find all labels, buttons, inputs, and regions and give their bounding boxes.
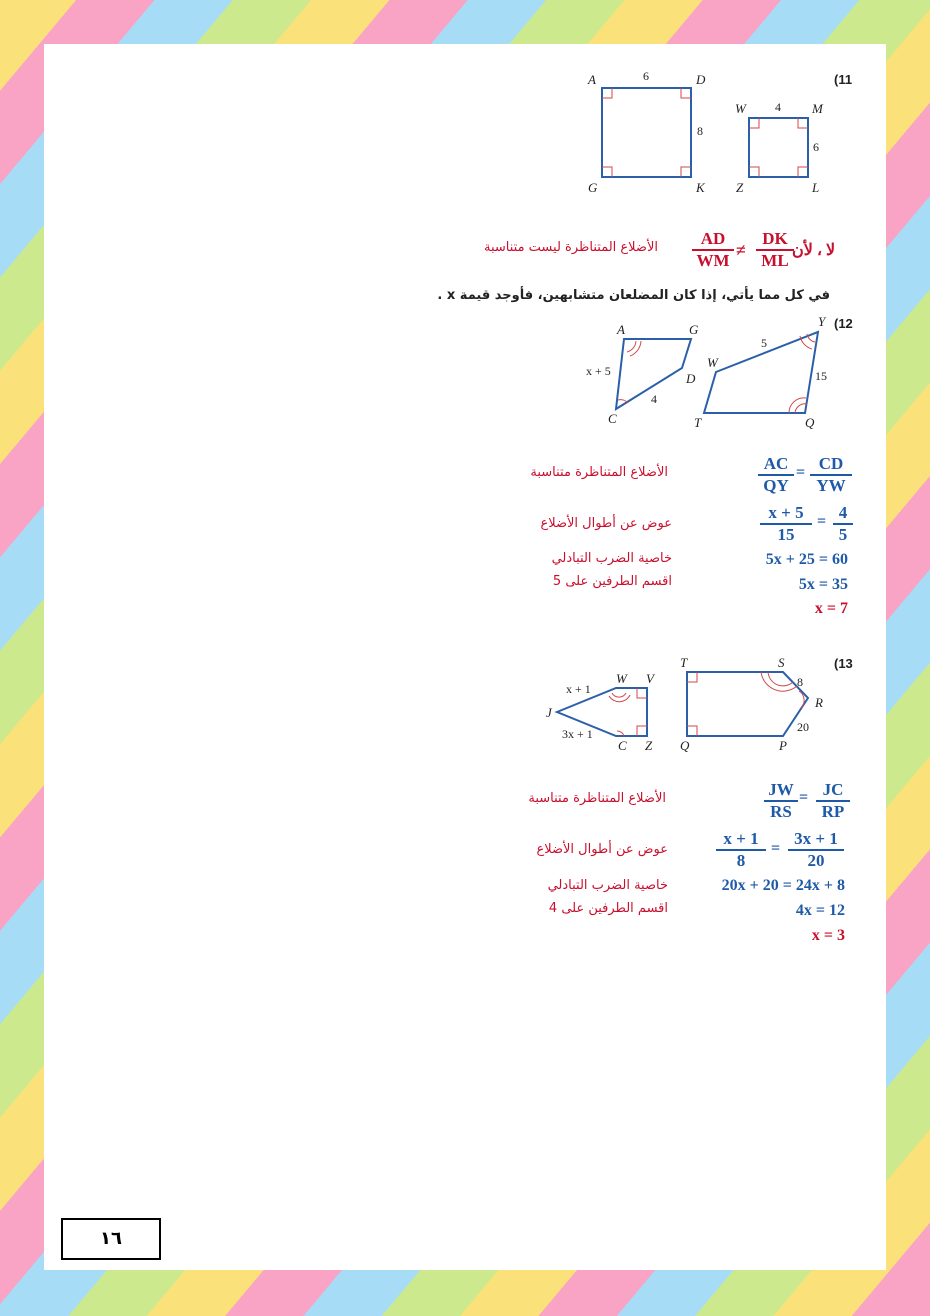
angle-mark-w — [609, 693, 630, 702]
right-angle-marks — [637, 688, 647, 736]
fraction-numerator: DK — [762, 229, 788, 248]
q13-number: (13 — [834, 656, 853, 671]
equals-sign: = — [799, 789, 809, 806]
q11-answer-prefix: لا ، لأن — [792, 242, 836, 259]
label-k: K — [696, 180, 705, 195]
label-q: Q — [805, 415, 815, 430]
label-z: Z — [645, 738, 653, 753]
fraction-numerator: x + 1 — [723, 829, 759, 848]
length-ac: x + 5 — [586, 364, 611, 378]
fraction-numerator: AC — [763, 454, 789, 473]
fraction-numerator: 4 — [838, 503, 848, 522]
q11-number: (11 — [834, 72, 853, 87]
q12-step1-note: الأضلاع المتناظرة متناسبة — [530, 465, 668, 480]
q12-equation-2-note: اقسم الطرفين على 5 — [552, 574, 672, 589]
q13-fraction-x1-8 — [716, 829, 766, 871]
q12-result: x = 7 — [814, 600, 848, 617]
label-t: T — [680, 655, 688, 670]
label-y: Y — [818, 314, 826, 329]
q12-equation-2: 5x = 35 — [798, 576, 848, 593]
equals-sign: = — [796, 464, 806, 481]
fraction-numerator: JW — [768, 780, 794, 799]
q12-equation-1: 5x + 25 = 60 — [765, 551, 848, 568]
label-c: C — [608, 411, 617, 426]
fraction-denominator: ML — [756, 249, 794, 271]
q13-equation-1: 20x + 20 = 24x + 8 — [721, 877, 845, 894]
q13-step2-note: عوض عن أطوال الأضلاع — [536, 842, 668, 857]
length-wm: 4 — [775, 100, 781, 114]
pentagon-tsrpq — [687, 672, 808, 736]
label-m: M — [812, 101, 823, 116]
page-number: ١٦ — [61, 1218, 161, 1260]
fraction-denominator: WM — [692, 249, 734, 271]
q13-result: x = 3 — [811, 927, 845, 944]
length-ml: 6 — [813, 140, 819, 154]
fraction-numerator: x + 5 — [768, 503, 804, 522]
equals-sign: = — [817, 513, 827, 530]
label-w: W — [707, 355, 718, 370]
length-dk: 8 — [697, 124, 703, 138]
length-rp: 20 — [797, 720, 809, 734]
label-w: W — [735, 101, 746, 116]
equals-sign: = — [771, 840, 781, 857]
fraction-numerator: AD — [700, 229, 726, 248]
fraction-denominator: 20 — [788, 849, 844, 871]
length-cd: 4 — [651, 392, 657, 406]
q12-step2-note: عوض عن أطوال الأضلاع — [540, 516, 672, 531]
length-jw: x + 1 — [566, 682, 591, 696]
q13-equation-2: 4x = 12 — [795, 902, 845, 919]
label-g: G — [689, 322, 699, 337]
q13-equation-2-note: اقسم الطرفين على 4 — [548, 901, 668, 916]
label-l: L — [812, 180, 820, 195]
q12-equation-1-note: خاصية الضرب التبادلي — [551, 551, 672, 566]
label-w: W — [616, 671, 627, 686]
fraction-numerator: JC — [822, 780, 844, 799]
label-q: Q — [680, 738, 690, 753]
label-v: V — [646, 671, 654, 686]
right-angle-marks — [687, 672, 697, 736]
label-r: R — [815, 695, 823, 710]
fraction-denominator: YW — [810, 474, 852, 496]
instruction-text: في كل مما يأتي، إذا كان المضلعان متشابهين، فأوجد قيمة x . — [437, 288, 830, 303]
length-yq: 15 — [815, 369, 827, 383]
q13-fraction-3x1-20 — [788, 829, 844, 871]
label-g: G — [588, 180, 598, 195]
label-d: D — [686, 371, 696, 386]
fraction-denominator: RP — [816, 800, 850, 822]
fraction-denominator: 8 — [716, 849, 766, 871]
fraction-denominator: QY — [758, 474, 794, 496]
length-ad: 6 — [643, 69, 649, 83]
label-j: J — [546, 705, 552, 720]
fraction-denominator: 15 — [760, 523, 812, 545]
q13-step1-note: الأضلاع المتناظرة متناسبة — [528, 791, 666, 806]
label-a: A — [588, 72, 596, 87]
not-equal-sign: ≠ — [736, 240, 746, 260]
q13-equation-1-note: خاصية الضرب التبادلي — [547, 878, 668, 893]
fraction-numerator: CD — [818, 454, 844, 473]
length-wy: 5 — [761, 336, 767, 350]
label-s: S — [778, 655, 785, 670]
fraction-denominator: 5 — [833, 523, 853, 545]
fraction-denominator: RS — [764, 800, 798, 822]
label-c: C — [618, 738, 627, 753]
fraction-numerator: 3x + 1 — [794, 829, 838, 848]
label-t: T — [694, 415, 702, 430]
label-z: Z — [736, 180, 744, 195]
q13-fraction-jc-rp — [816, 780, 850, 822]
label-p: P — [779, 738, 787, 753]
q13-fraction-jw-rs — [764, 780, 798, 822]
q11-answer-note: الأضلاع المتناظرة ليست متناسبة — [483, 240, 658, 255]
length-jc: 3x + 1 — [562, 727, 593, 741]
label-a: A — [617, 322, 625, 337]
length-sr: 8 — [797, 675, 803, 689]
label-d: D — [696, 72, 706, 87]
q12-number: (12 — [834, 316, 853, 331]
